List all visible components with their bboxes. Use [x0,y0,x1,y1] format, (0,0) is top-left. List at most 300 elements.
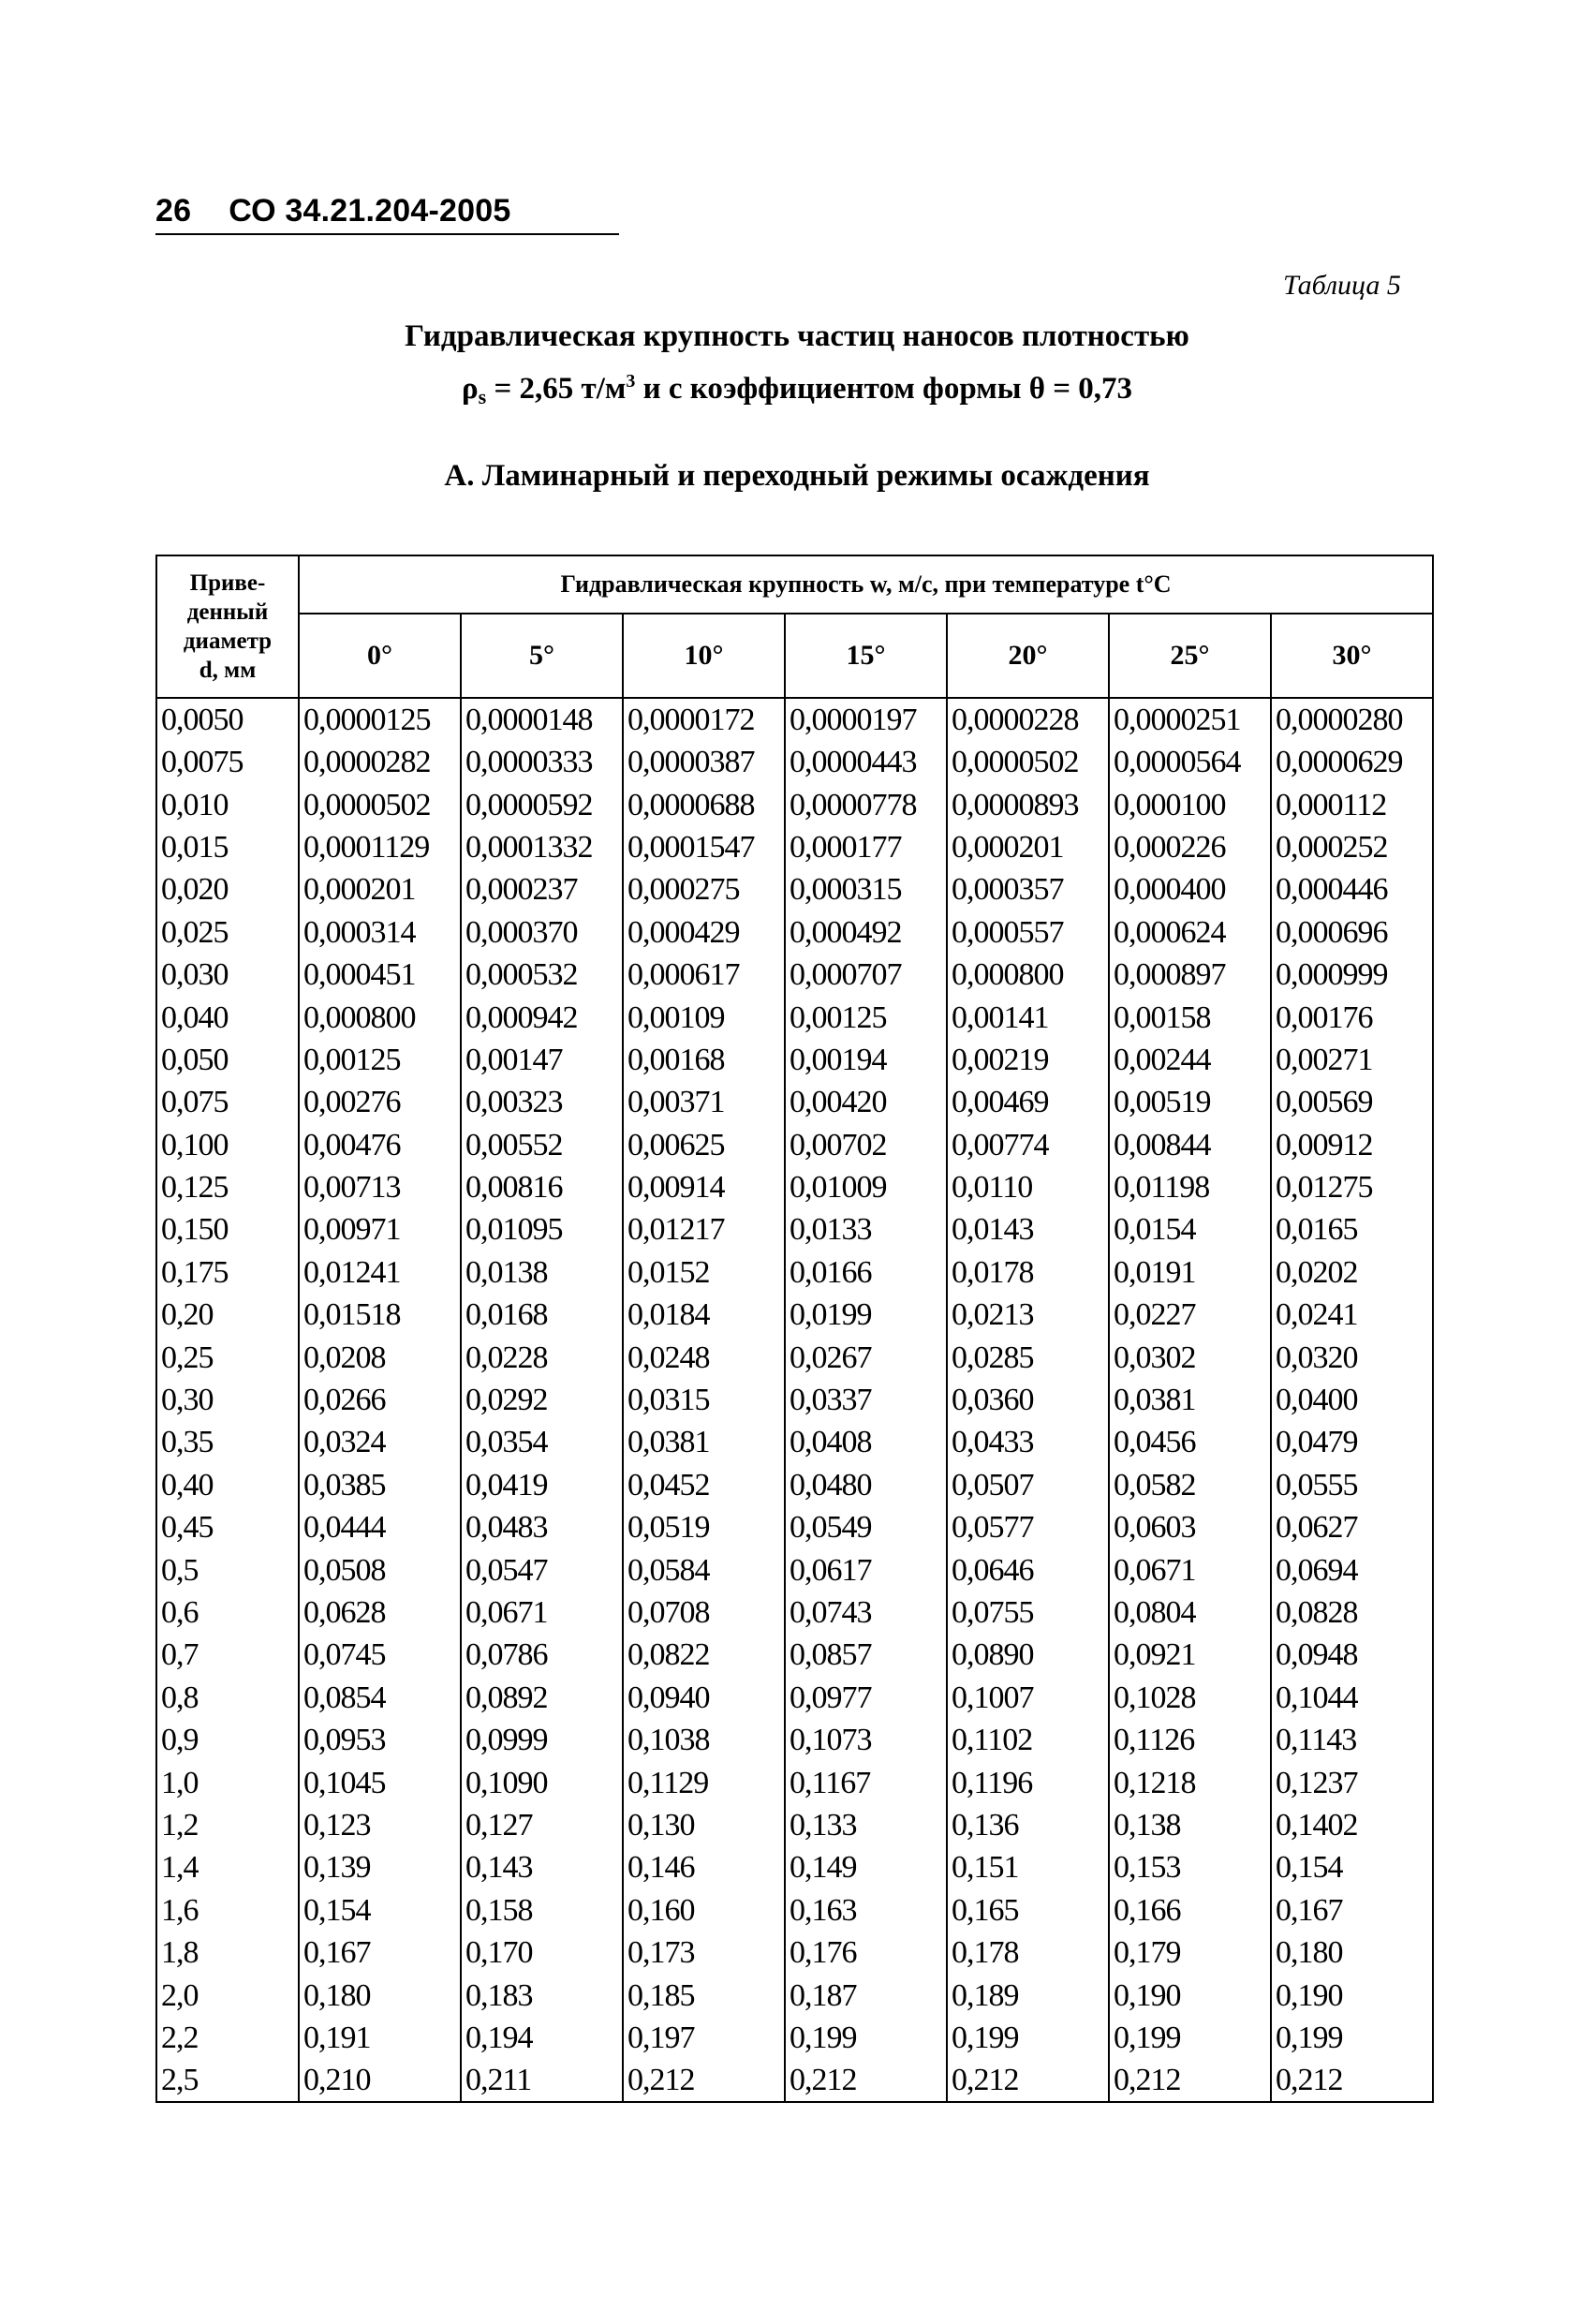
section-title: А. Ламинарный и переходный режимы осаждения [444,459,1150,493]
table-row [156,1294,1433,1336]
velocity-cell: 0,000400 [1109,868,1271,910]
document-code: СО 34.21.204-2005 [229,193,511,229]
velocity-cell: 0,1237 [1271,1761,1433,1803]
velocity-cell: 0,0381 [623,1421,785,1463]
table-row [156,1804,1433,1846]
temperature-header-row [156,614,1433,698]
velocity-cell: 0,0000778 [785,783,947,825]
velocity-cell: 0,0628 [299,1591,461,1634]
settling-velocity-table [155,555,1434,2103]
diameter-column-header [156,555,299,698]
velocity-cell: 0,210 [299,2059,461,2102]
velocity-cell: 0,00625 [623,1124,785,1166]
velocity-cell: 0,0755 [947,1591,1109,1634]
velocity-cell: 0,0001129 [299,826,461,868]
velocity-cell: 0,149 [785,1846,947,1888]
table-row [156,1974,1433,2016]
velocity-cell: 0,00168 [623,1039,785,1081]
table-row [156,741,1433,783]
rho-subscript: s [478,385,487,408]
diameter-cell: 0,175 [156,1251,299,1294]
table-row [156,1166,1433,1208]
velocity-cell: 0,1143 [1271,1719,1433,1761]
velocity-cell: 0,1129 [623,1761,785,1803]
velocity-cell: 0,000696 [1271,911,1433,954]
velocity-cell: 0,00420 [785,1081,947,1123]
velocity-cell: 0,0178 [947,1251,1109,1294]
velocity-cell: 0,0519 [623,1506,785,1548]
diameter-header-line: диаметр [183,629,273,654]
velocity-cell: 0,0000502 [299,783,461,825]
velocity-cell: 0,1028 [1109,1677,1271,1719]
velocity-cell: 0,00271 [1271,1039,1433,1081]
velocity-cell: 0,167 [1271,1889,1433,1932]
velocity-cell: 0,000370 [461,911,623,954]
velocity-cell: 0,00141 [947,996,1109,1038]
temperature-header: 10° [623,614,785,698]
velocity-cell: 0,000446 [1271,868,1433,910]
diameter-cell: 0,20 [156,1294,299,1336]
velocity-cell: 0,0822 [623,1634,785,1676]
velocity-cell: 0,212 [623,2059,785,2102]
velocity-cell: 0,00844 [1109,1124,1271,1166]
velocity-cell: 0,0444 [299,1506,461,1548]
table-row [156,1379,1433,1421]
velocity-cell: 0,211 [461,2059,623,2102]
velocity-cell: 0,0577 [947,1506,1109,1548]
velocity-cell: 0,0584 [623,1548,785,1591]
velocity-cell: 0,0804 [1109,1591,1271,1634]
density-value: = 2,65 т/м [486,372,627,406]
table-row [156,1506,1433,1548]
velocity-cell: 0,183 [461,1974,623,2016]
table-row [156,1464,1433,1506]
velocity-cell: 0,173 [623,1932,785,1974]
table-number: Таблица 5 [1283,270,1401,301]
velocity-cell: 0,000800 [299,996,461,1038]
velocity-cell: 0,0138 [461,1251,623,1294]
velocity-cell: 0,0143 [947,1208,1109,1251]
velocity-cell: 0,0266 [299,1379,461,1421]
velocity-cell: 0,1218 [1109,1761,1271,1803]
diameter-cell: 1,0 [156,1761,299,1803]
diameter-cell: 0,015 [156,826,299,868]
velocity-cell: 0,1007 [947,1677,1109,1719]
velocity-cell: 0,0324 [299,1421,461,1463]
velocity-cell: 0,1045 [299,1761,461,1803]
velocity-cell: 0,138 [1109,1804,1271,1846]
diameter-cell: 1,2 [156,1804,299,1846]
velocity-group-header: Гидравлическая крупность w, м/с, при температуре t°C [299,555,1433,614]
velocity-cell: 0,0292 [461,1379,623,1421]
diameter-cell: 0,25 [156,1336,299,1378]
velocity-cell: 0,00371 [623,1081,785,1123]
velocity-cell: 0,0168 [461,1294,623,1336]
velocity-cell: 0,0001332 [461,826,623,868]
velocity-cell: 0,01095 [461,1208,623,1251]
velocity-cell: 0,199 [947,2017,1109,2059]
velocity-cell: 0,0555 [1271,1464,1433,1506]
diameter-cell: 0,025 [156,911,299,954]
velocity-cell: 0,0479 [1271,1421,1433,1463]
diameter-cell: 0,40 [156,1464,299,1506]
velocity-cell: 0,199 [1109,2017,1271,2059]
table-title [187,314,1407,420]
velocity-cell: 0,0999 [461,1719,623,1761]
velocity-cell: 0,00713 [299,1166,461,1208]
velocity-cell: 0,0480 [785,1464,947,1506]
velocity-cell: 0,0337 [785,1379,947,1421]
page-number: 26 [155,193,192,229]
table-row [156,1932,1433,1974]
velocity-cell: 0,0184 [623,1294,785,1336]
velocity-cell: 0,01009 [785,1166,947,1208]
table-row [156,1634,1433,1676]
velocity-cell: 0,0000893 [947,783,1109,825]
velocity-cell: 0,0671 [1109,1548,1271,1591]
velocity-cell: 0,146 [623,1846,785,1888]
table-row [156,1081,1433,1123]
diameter-header-line: Приве- [189,570,266,596]
velocity-cell: 0,1126 [1109,1719,1271,1761]
diameter-header-line: денный [186,600,269,625]
velocity-cell: 0,0227 [1109,1294,1271,1336]
velocity-cell: 0,0627 [1271,1506,1433,1548]
velocity-cell: 0,166 [1109,1889,1271,1932]
table-row [156,1591,1433,1634]
velocity-cell: 0,0248 [623,1336,785,1378]
velocity-cell: 0,0948 [1271,1634,1433,1676]
velocity-cell: 0,189 [947,1974,1109,2016]
velocity-cell: 0,0000387 [623,741,785,783]
velocity-cell: 0,0202 [1271,1251,1433,1294]
velocity-cell: 0,0708 [623,1591,785,1634]
velocity-cell: 0,000707 [785,954,947,996]
velocity-cell: 0,199 [1271,2017,1433,2059]
velocity-cell: 0,1073 [785,1719,947,1761]
velocity-cell: 0,01241 [299,1251,461,1294]
diameter-cell: 2,0 [156,1974,299,2016]
velocity-cell: 0,00109 [623,996,785,1038]
velocity-cell: 0,00125 [299,1039,461,1081]
velocity-cell: 0,139 [299,1846,461,1888]
velocity-cell: 0,0603 [1109,1506,1271,1548]
velocity-cell: 0,154 [1271,1846,1433,1888]
table-row [156,1208,1433,1251]
velocity-cell: 0,000201 [299,868,461,910]
velocity-cell: 0,154 [299,1889,461,1932]
velocity-cell: 0,01518 [299,1294,461,1336]
diameter-cell: 0,5 [156,1548,299,1591]
velocity-cell: 0,0360 [947,1379,1109,1421]
table-row [156,911,1433,954]
diameter-cell: 0,030 [156,954,299,996]
velocity-cell: 0,0408 [785,1421,947,1463]
velocity-cell: 0,00774 [947,1124,1109,1166]
velocity-cell: 0,0000502 [947,741,1109,783]
velocity-cell: 0,0320 [1271,1336,1433,1378]
velocity-cell: 0,000451 [299,954,461,996]
velocity-cell: 0,0154 [1109,1208,1271,1251]
diameter-cell: 2,5 [156,2059,299,2102]
velocity-cell: 0,0646 [947,1548,1109,1591]
velocity-cell: 0,0191 [1109,1251,1271,1294]
diameter-unit: d, мм [199,658,257,683]
velocity-cell: 0,212 [1271,2059,1433,2102]
temperature-header: 25° [1109,614,1271,698]
table-row [156,1719,1433,1761]
velocity-cell: 0,01275 [1271,1166,1433,1208]
temperature-header: 20° [947,614,1109,698]
velocity-cell: 0,01198 [1109,1166,1271,1208]
velocity-cell: 0,187 [785,1974,947,2016]
diameter-cell: 0,040 [156,996,299,1038]
velocity-cell: 0,0671 [461,1591,623,1634]
velocity-cell: 0,176 [785,1932,947,1974]
velocity-cell: 0,000275 [623,868,785,910]
velocity-cell: 0,00519 [1109,1081,1271,1123]
table-title-line-2 [187,359,1407,420]
velocity-cell: 0,0385 [299,1464,461,1506]
velocity-cell: 0,000624 [1109,911,1271,954]
velocity-cell: 0,00276 [299,1081,461,1123]
diameter-cell: 0,125 [156,1166,299,1208]
velocity-cell: 0,212 [785,2059,947,2102]
velocity-cell: 0,0000228 [947,698,1109,741]
velocity-cell: 0,00323 [461,1081,623,1123]
velocity-cell: 0,0302 [1109,1336,1271,1378]
velocity-cell: 0,00469 [947,1081,1109,1123]
velocity-cell: 0,0890 [947,1634,1109,1676]
table-row [156,1251,1433,1294]
velocity-cell: 0,191 [299,2017,461,2059]
velocity-cell: 0,153 [1109,1846,1271,1888]
table-row [156,1421,1433,1463]
temperature-header: 5° [461,614,623,698]
table-row [156,2017,1433,2059]
velocity-cell: 0,0285 [947,1336,1109,1378]
velocity-cell: 0,0456 [1109,1421,1271,1463]
table-row [156,996,1433,1038]
table-row [156,783,1433,825]
velocity-cell: 0,00569 [1271,1081,1433,1123]
velocity-cell: 0,0267 [785,1336,947,1378]
table-row [156,868,1433,910]
velocity-cell: 0,00476 [299,1124,461,1166]
velocity-cell: 0,000237 [461,868,623,910]
velocity-cell: 0,0001547 [623,826,785,868]
velocity-cell: 0,0000629 [1271,741,1433,783]
velocity-cell: 0,0354 [461,1421,623,1463]
diameter-cell: 0,100 [156,1124,299,1166]
velocity-cell: 0,0381 [1109,1379,1271,1421]
velocity-cell: 0,000201 [947,826,1109,868]
velocity-cell: 0,1102 [947,1719,1109,1761]
table-row [156,2059,1433,2102]
velocity-cell: 0,170 [461,1932,623,1974]
velocity-cell: 0,000177 [785,826,947,868]
velocity-cell: 0,0549 [785,1506,947,1548]
table-row [156,1846,1433,1888]
velocity-cell: 0,000315 [785,868,947,910]
velocity-cell: 0,00125 [785,996,947,1038]
velocity-cell: 0,0547 [461,1548,623,1591]
velocity-cell: 0,165 [947,1889,1109,1932]
velocity-cell: 0,158 [461,1889,623,1932]
diameter-cell: 0,7 [156,1634,299,1676]
velocity-cell: 0,00176 [1271,996,1433,1038]
velocity-cell: 0,000800 [947,954,1109,996]
velocity-cell: 0,0110 [947,1166,1109,1208]
table-title-line-1: Гидравлическая крупность частиц наносов плотностью [405,319,1189,353]
velocity-cell: 0,000557 [947,911,1109,954]
velocity-cell: 0,0745 [299,1634,461,1676]
velocity-cell: 0,0977 [785,1677,947,1719]
velocity-cell: 0,0857 [785,1634,947,1676]
velocity-cell: 0,0133 [785,1208,947,1251]
velocity-cell: 0,000252 [1271,826,1433,868]
velocity-cell: 0,0000197 [785,698,947,741]
velocity-cell: 0,000314 [299,911,461,954]
velocity-cell: 0,0000251 [1109,698,1271,741]
diameter-cell: 0,0050 [156,698,299,741]
velocity-cell: 0,0213 [947,1294,1109,1336]
velocity-cell: 0,00194 [785,1039,947,1081]
velocity-cell: 0,163 [785,1889,947,1932]
velocity-cell: 0,180 [1271,1932,1433,1974]
diameter-cell: 0,0075 [156,741,299,783]
velocity-cell: 0,0000333 [461,741,623,783]
velocity-cell: 0,00147 [461,1039,623,1081]
velocity-cell: 0,167 [299,1932,461,1974]
velocity-cell: 0,127 [461,1804,623,1846]
velocity-cell: 0,0508 [299,1548,461,1591]
velocity-cell: 0,0828 [1271,1591,1433,1634]
diameter-cell: 1,6 [156,1889,299,1932]
velocity-cell: 0,01217 [623,1208,785,1251]
velocity-cell: 0,00971 [299,1208,461,1251]
velocity-cell: 0,0953 [299,1719,461,1761]
velocity-cell: 0,190 [1271,1974,1433,2016]
velocity-cell: 0,0507 [947,1464,1109,1506]
velocity-cell: 0,180 [299,1974,461,2016]
velocity-cell: 0,197 [623,2017,785,2059]
velocity-cell: 0,0433 [947,1421,1109,1463]
temperature-header: 15° [785,614,947,698]
velocity-cell: 0,00158 [1109,996,1271,1038]
velocity-cell: 0,000100 [1109,783,1271,825]
velocity-cell: 0,0617 [785,1548,947,1591]
velocity-cell: 0,0152 [623,1251,785,1294]
velocity-cell: 0,1196 [947,1761,1109,1803]
table-row [156,1124,1433,1166]
velocity-cell: 0,1402 [1271,1804,1433,1846]
table-body [156,698,1433,2102]
velocity-cell: 0,185 [623,1974,785,2016]
velocity-cell: 0,0419 [461,1464,623,1506]
table-row [156,1761,1433,1803]
velocity-cell: 0,000226 [1109,826,1271,868]
velocity-cell: 0,000532 [461,954,623,996]
velocity-cell: 0,151 [947,1846,1109,1888]
velocity-cell: 0,0582 [1109,1464,1271,1506]
velocity-cell: 0,178 [947,1932,1109,1974]
diameter-cell: 0,020 [156,868,299,910]
table-row [156,1889,1433,1932]
velocity-cell: 0,136 [947,1804,1109,1846]
diameter-cell: 0,35 [156,1421,299,1463]
running-header [155,193,619,235]
velocity-cell: 0,000897 [1109,954,1271,996]
diameter-cell: 1,8 [156,1932,299,1974]
diameter-cell: 0,6 [156,1591,299,1634]
velocity-cell: 0,00816 [461,1166,623,1208]
velocity-cell: 0,00244 [1109,1039,1271,1081]
velocity-cell: 0,0000172 [623,698,785,741]
diameter-cell: 2,2 [156,2017,299,2059]
velocity-cell: 0,1090 [461,1761,623,1803]
diameter-cell: 0,30 [156,1379,299,1421]
velocity-cell: 0,0165 [1271,1208,1433,1251]
velocity-cell: 0,0199 [785,1294,947,1336]
diameter-cell: 0,010 [156,783,299,825]
table-row [156,698,1433,741]
velocity-cell: 0,133 [785,1804,947,1846]
velocity-cell: 0,0921 [1109,1634,1271,1676]
velocity-cell: 0,123 [299,1804,461,1846]
table-row [156,1548,1433,1591]
velocity-cell: 0,0694 [1271,1548,1433,1591]
diameter-cell: 0,9 [156,1719,299,1761]
diameter-cell: 0,050 [156,1039,299,1081]
velocity-cell: 0,0000280 [1271,698,1433,741]
cube-superscript: 3 [626,371,636,392]
diameter-cell: 0,075 [156,1081,299,1123]
velocity-cell: 0,190 [1109,1974,1271,2016]
diameter-cell: 0,8 [156,1677,299,1719]
velocity-cell: 0,130 [623,1804,785,1846]
temperature-header: 0° [299,614,461,698]
velocity-cell: 0,1038 [623,1719,785,1761]
table-row [156,1677,1433,1719]
velocity-cell: 0,0000125 [299,698,461,741]
velocity-cell: 0,0483 [461,1506,623,1548]
velocity-cell: 0,00552 [461,1124,623,1166]
velocity-cell: 0,000617 [623,954,785,996]
velocity-cell: 0,0000443 [785,741,947,783]
velocity-cell: 0,000942 [461,996,623,1038]
table-row [156,1039,1433,1081]
velocity-cell: 0,0000564 [1109,741,1271,783]
velocity-cell: 0,0892 [461,1677,623,1719]
velocity-cell: 0,0228 [461,1336,623,1378]
velocity-cell: 0,000112 [1271,783,1433,825]
velocity-cell: 0,199 [785,2017,947,2059]
velocity-cell: 0,00219 [947,1039,1109,1081]
velocity-cell: 0,0241 [1271,1294,1433,1336]
velocity-cell: 0,212 [947,2059,1109,2102]
velocity-cell: 0,143 [461,1846,623,1888]
velocity-cell: 0,0000688 [623,783,785,825]
diameter-cell: 1,4 [156,1846,299,1888]
velocity-cell: 0,0452 [623,1464,785,1506]
velocity-cell: 0,212 [1109,2059,1271,2102]
velocity-cell: 0,160 [623,1889,785,1932]
velocity-cell: 0,000429 [623,911,785,954]
velocity-cell: 0,0400 [1271,1379,1433,1421]
velocity-cell: 0,0315 [623,1379,785,1421]
diameter-cell: 0,45 [156,1506,299,1548]
